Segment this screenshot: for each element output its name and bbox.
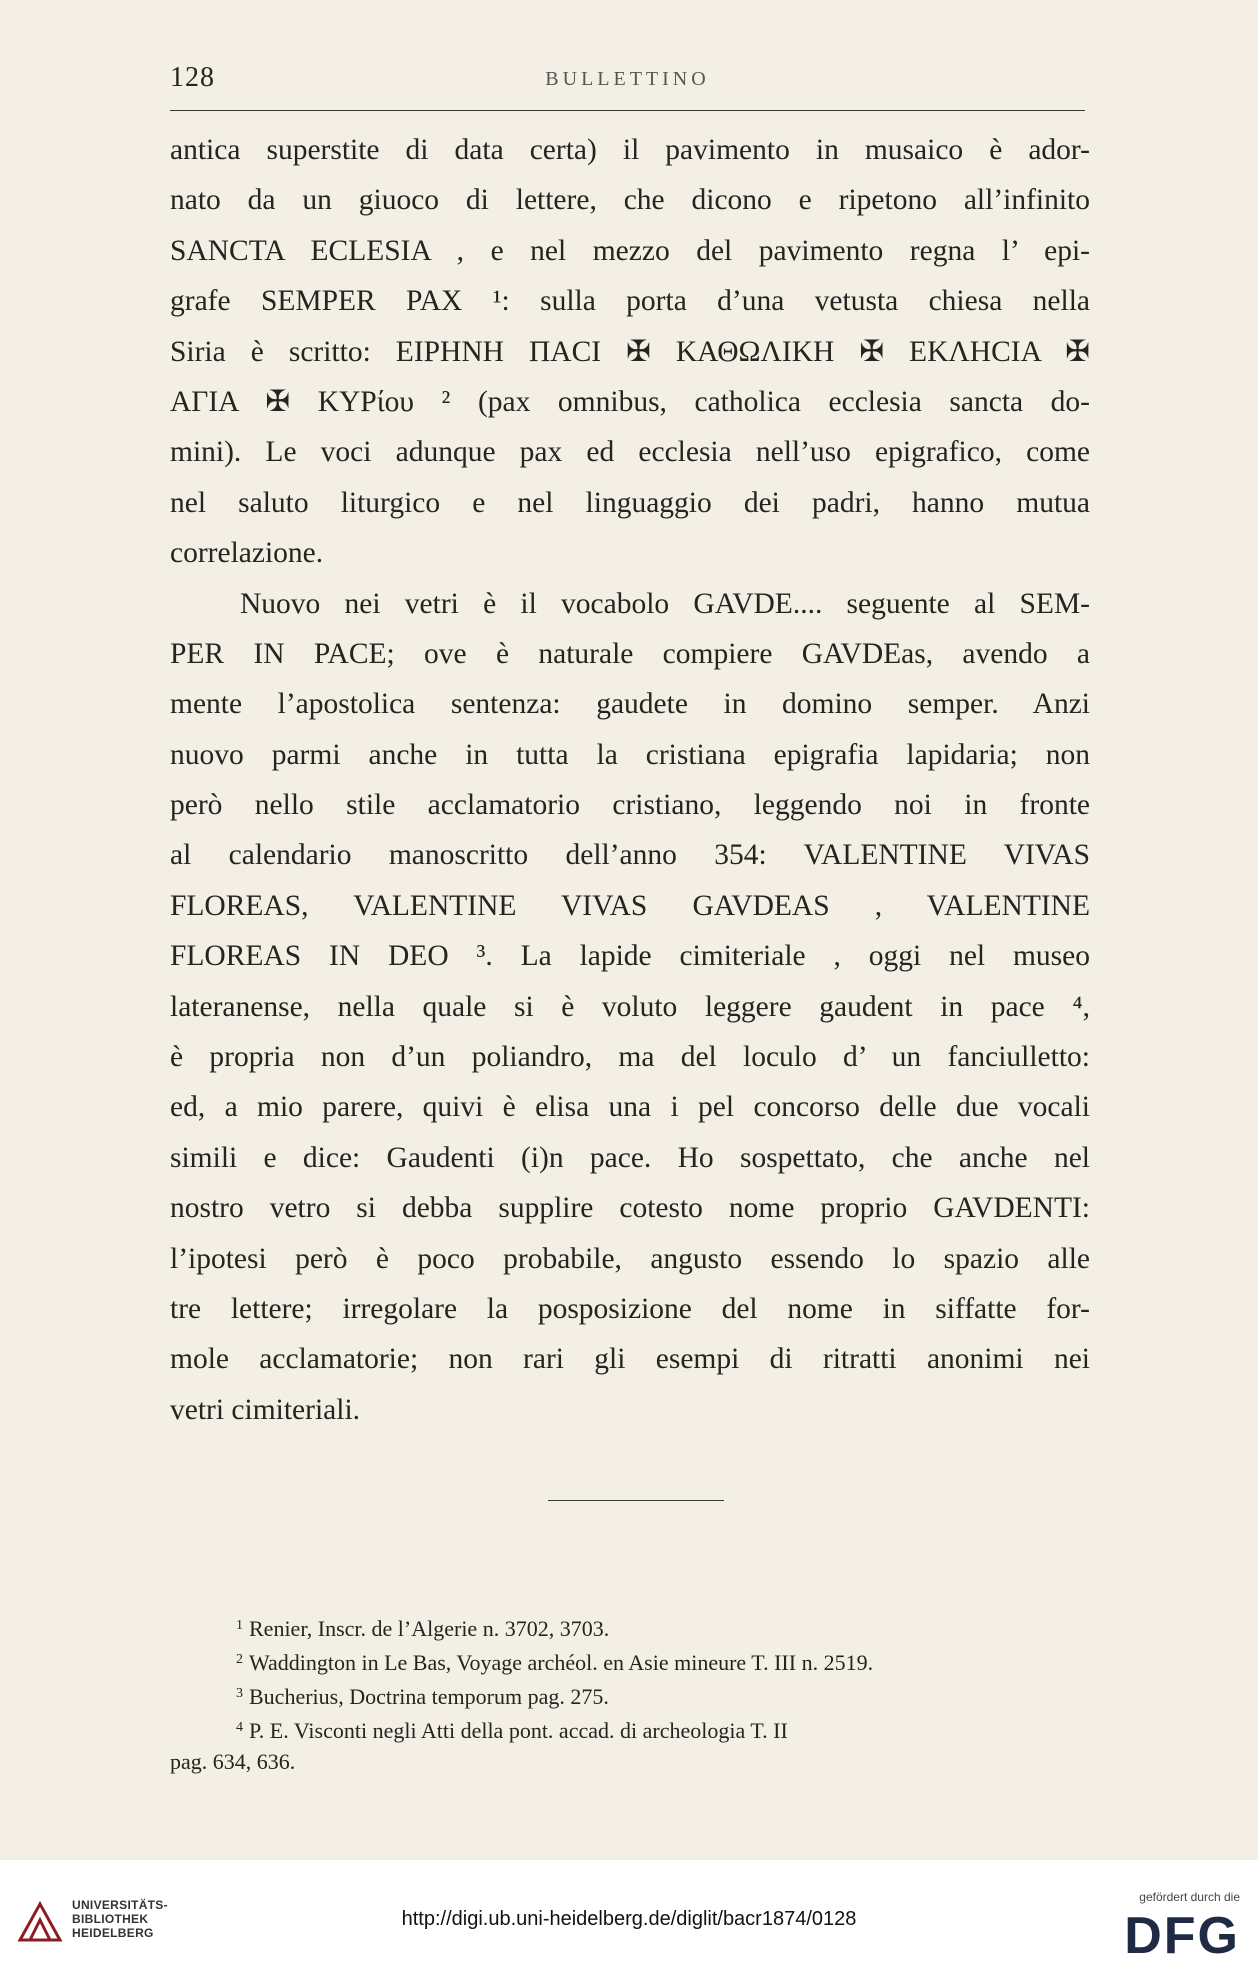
page-number: 128 [170,62,215,93]
text-line: nel saluto liturgico e nel linguaggio dei padri, hanno mutua [170,486,1090,519]
text-line: FLOREAS IN DEO ³. La lapide cimiteriale , oggi nel museo [170,940,1090,973]
text-line: PER IN PACE; ove è naturale compiere GAVDEas, avendo a [170,637,1090,670]
library-name-line: HEIDELBERG [72,1926,154,1940]
text-line: l’ipotesi però è poco probabile, angusto essendo lo spazio alle [170,1242,1090,1275]
text-line: vetri cimiteriali. [170,1393,361,1426]
text-line: tre lettere; irregolare la posposizione del nome in siffatte for- [170,1292,1090,1325]
dfg-logo: DFG [1124,1907,1240,1965]
text-line: nuovo parmi anche in tutta la cristiana epigrafia lapidaria; non [170,738,1090,771]
footnote-number: 1 [236,1618,243,1633]
footnote-4 [170,1712,1090,1746]
permalink-url[interactable]: http://digi.ub.uni-heidelberg.de/diglit/bacr1874/0128 [401,1908,857,1930]
text-line: è propria non d’un poliandro, ma del loculo d’ un fanciulletto: [170,1041,1090,1074]
text-line: Nuovo nei vetri è il vocabolo GAVDE.... seguente al SEM- [240,587,1090,620]
body-text [170,125,1090,1435]
footnote-4-continuation: pag. 634, 636. [170,1749,296,1774]
footnote-number: 4 [236,1720,243,1735]
footnote-number: 2 [236,1652,243,1667]
text-line: FLOREAS, VALENTINE VIVAS GAVDEAS , VALENTINE [170,889,1090,922]
text-line: però nello stile acclamatorio cristiano, leggendo noi in fronte [170,789,1090,822]
text-line: correlazione. [170,537,324,570]
running-head [170,62,1085,96]
text-line: SANCTA ECLESIA , e nel mezzo del pavimento regna l’ epi- [170,234,1090,267]
viewer-footer [0,1860,1258,1977]
text-line: lateranense, nella quale si è voluto leggere gaudent in pace ⁴, [170,990,1090,1023]
library-name-line: BIBLIOTHEK [72,1912,149,1926]
footnote-text: Renier, Inscr. de l’Algerie n. 3702, 3703. [249,1616,610,1641]
footnote-text: P. E. Visconti negli Atti della pont. accad. di archeologia T. II [249,1718,788,1743]
text-line: nostro vetro si debba supplire cotesto nome proprio GAVDENTI: [170,1192,1090,1225]
footnotes [170,1610,1090,1777]
text-line: grafe SEMPER PAX ¹: sulla porta d’una vetusta chiesa nella [170,285,1090,318]
header-rule [170,110,1085,111]
funded-by-label: gefördert durch die [1139,1890,1240,1904]
text-line: al calendario manoscritto dell’anno 354: VALENTINE VIVAS [170,839,1090,872]
text-line: antica superstite di data certa) il pavimento in musaico è ador- [170,134,1090,166]
text-line: mini). Le voci adunque pax ed ecclesia nell’uso epigrafico, come [170,436,1090,469]
text-line: simili e dice: Gaudenti (i)n pace. Ho sospettato, che anche nel [170,1141,1090,1174]
footnote-1 [170,1610,1090,1644]
footnote-2 [170,1644,1090,1678]
footnote-text: Bucherius, Doctrina temporum pag. 275. [249,1684,609,1709]
text-line: mente l’apostolica sentenza: gaudete in domino semper. Anzi [170,688,1090,721]
text-line: mole acclamatorie; non rari gli esempi di ritratti anonimi nei [170,1343,1090,1376]
footnote-number: 3 [236,1686,243,1701]
library-name-line: UNIVERSITÄTS- [72,1898,168,1912]
text-line: ed, a mio parere, quivi è elisa una i pel concorso delle due vocali [170,1091,1090,1124]
footnote-3 [170,1678,1090,1712]
footnote-separator [548,1500,724,1501]
text-line: Siria è scritto: ΕΙΡΗΝΗ ΠΑCΙ ✠ ΚΑΘΩΛΙΚΗ ✠ ΕΚΛΗCΙΑ ✠ [170,335,1090,368]
running-title: BULLETTINO [545,68,710,90]
text-line: nato da un giuoco di lettere, che dicono e ripetono all’infinito [170,184,1090,217]
footnote-text: Waddington in Le Bas, Voyage archéol. en Asie mineure T. III n. 2519. [249,1650,874,1675]
text-line: ΑΓΙΑ ✠ ΚΥΡίου ² (pax omnibus, catholica ecclesia sancta do- [170,385,1090,418]
